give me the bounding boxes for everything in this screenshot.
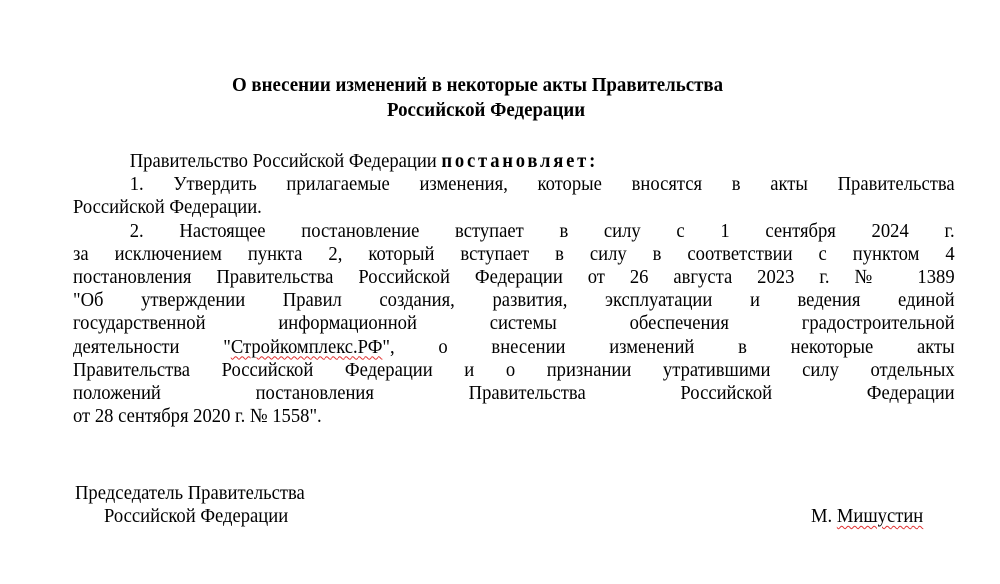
- preamble-text: Правительство Российской Федерации: [129, 150, 437, 172]
- signature-name: [811, 505, 923, 528]
- signature-initial: М.: [811, 505, 837, 527]
- paragraph-2-line: за исключением пункта 2, который вступает в силу в соответствии с пунктом 4: [73, 242, 955, 265]
- paragraph-2-line: постановления Правительства Российской Федерации от 26 августа 2023 г. № 1389: [73, 265, 955, 288]
- document-title-line-2: Российской Федерации: [387, 99, 586, 121]
- paragraph-2-line: [73, 336, 955, 359]
- spellcheck-marked-word[interactable]: Стройкомплекс.РФ: [230, 335, 383, 358]
- paragraph-2-line: от 28 сентября 2020 г. № 1558".: [73, 405, 322, 428]
- text-fragment: ", о внесении изменений в некоторые акты: [382, 335, 955, 358]
- decree-word: постановляет:: [441, 150, 599, 172]
- paragraph-2-line: положений постановления Правительства Российской Федерации: [73, 381, 955, 404]
- document-title-line-1: О внесении изменений в некоторые акты Правительства: [232, 74, 724, 96]
- signature-position-line-2: Российской Федерации: [104, 505, 289, 527]
- document-body: [73, 150, 955, 428]
- spellcheck-marked-word[interactable]: Мишустин: [836, 505, 924, 527]
- preamble: [73, 150, 955, 173]
- paragraph-2-line: государственной информационной системы обеспечения градостроительной: [73, 312, 955, 335]
- paragraph-1-line: Российской Федерации.: [73, 196, 262, 219]
- text-fragment: деятельности ": [73, 335, 231, 358]
- paragraph-2-line: 2. Настоящее постановление вступает в силу с 1 сентября 2024 г.: [129, 219, 955, 242]
- signature-position-line-1: Председатель Правительства: [75, 482, 305, 504]
- paragraph-2-line: "Об утверждении Правил создания, развития, эксплуатации и ведения единой: [73, 289, 955, 312]
- paragraph-1-line: 1. Утвердить прилагаемые изменения, которые вносятся в акты Правительства: [129, 173, 955, 196]
- paragraph-2-line: Правительства Российской Федерации и о признании утратившими силу отдельных: [73, 358, 955, 381]
